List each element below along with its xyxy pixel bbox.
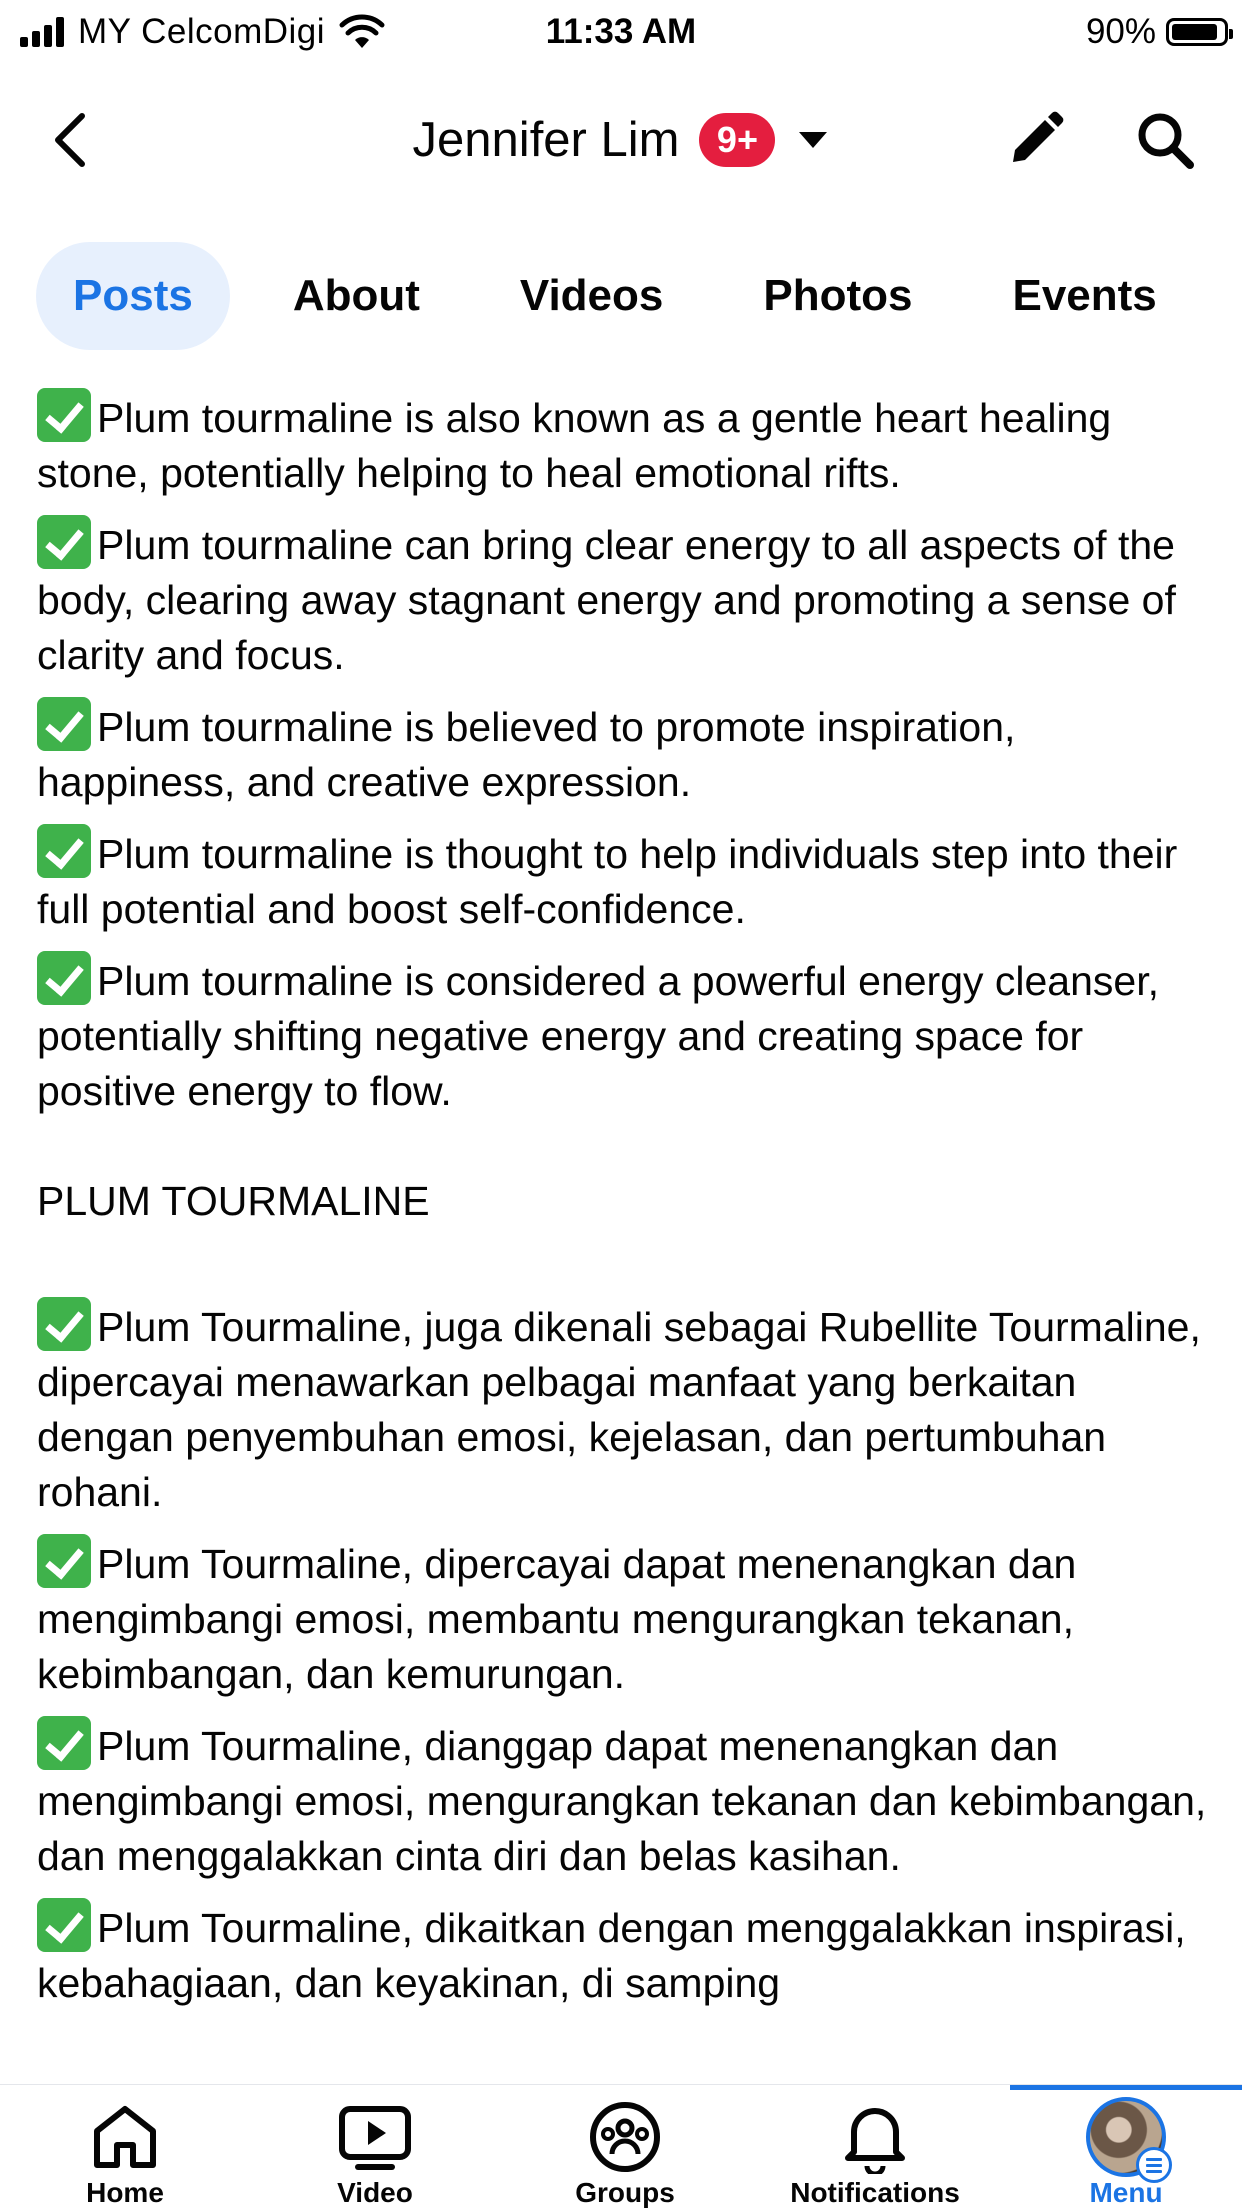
check-mark-icon — [37, 824, 91, 878]
post-text — [37, 388, 1217, 2083]
battery-icon — [1166, 18, 1228, 46]
tab-events[interactable]: Events — [1012, 271, 1157, 320]
nav-video-label: Video — [337, 2177, 413, 2208]
bell-icon — [835, 2097, 915, 2177]
home-icon — [85, 2097, 165, 2177]
pencil-icon — [1005, 110, 1065, 170]
check-mark-icon — [37, 388, 91, 442]
notification-badge: 9+ — [699, 113, 775, 167]
nav-notifications[interactable] — [765, 2085, 985, 2209]
bottom-nav — [0, 2084, 1242, 2209]
list-item: Plum tourmaline is believed to promote inspiration, happiness, and creative expression. — [37, 697, 1217, 810]
status-time: 11:33 AM — [545, 12, 697, 51]
nav-notifications-label: Notifications — [790, 2177, 960, 2208]
check-mark-icon — [37, 515, 91, 569]
check-mark-icon — [37, 1716, 91, 1770]
list-item: Plum Tourmaline, juga dikenali sebagai Rubellite Tourmaline, dipercayai menawarkan pelbagai manfaat yang berkaitan dengan penyembuhan emosi, kejelasan, dan pertumbuhan rohani. — [37, 1297, 1217, 1520]
status-bar — [0, 0, 1242, 62]
tab-photos[interactable]: Photos — [763, 271, 913, 320]
nav-menu[interactable] — [1016, 2085, 1236, 2209]
search-button[interactable] — [1125, 100, 1205, 180]
nav-home-label: Home — [86, 2177, 164, 2208]
list-item: Plum Tourmaline, dikaitkan dengan menggalakkan inspirasi, kebahagiaan, dan keyakinan, di samping — [37, 1898, 1217, 2011]
edit-button[interactable] — [995, 100, 1075, 180]
list-item: Plum tourmaline is considered a powerful energy cleanser, potentially shifting negative energy and creating space for positive energy to flow. — [37, 951, 1217, 1119]
avatar — [1086, 2097, 1166, 2177]
check-mark-icon — [37, 697, 91, 751]
list-item: Plum tourmaline can bring clear energy to all aspects of the body, clearing away stagnant energy and promoting a sense of clarity and focus. — [37, 515, 1217, 683]
nav-home[interactable] — [15, 2085, 235, 2209]
groups-icon — [585, 2097, 665, 2177]
check-mark-icon — [37, 1534, 91, 1588]
nav-menu-label: Menu — [1089, 2177, 1163, 2208]
caret-down-icon — [797, 130, 829, 150]
check-mark-icon — [37, 1898, 91, 1952]
profile-tabs — [36, 242, 1220, 350]
list-item: Plum tourmaline is also known as a gentle heart healing stone, potentially helping to heal emotional rifts. — [37, 388, 1217, 501]
profile-header — [0, 70, 1242, 210]
list-item: Plum Tourmaline, dipercayai dapat menenangkan dan mengimbangi emosi, membantu mengurangkan tekanan, kebimbangan, dan kemurungan. — [37, 1534, 1217, 1702]
search-icon — [1134, 109, 1196, 171]
carrier-name: MY CelcomDigi — [78, 12, 326, 51]
list-item: Plum tourmaline is thought to help individuals step into their full potential and boost self-confidence. — [37, 824, 1217, 937]
section-heading: PLUM TOURMALINE — [37, 1178, 430, 1224]
tab-posts[interactable]: Posts — [36, 242, 230, 350]
nav-groups-label: Groups — [575, 2177, 675, 2208]
tab-videos[interactable]: Videos — [519, 271, 664, 320]
battery-percent: 90% — [1085, 12, 1156, 51]
nav-groups[interactable] — [515, 2085, 735, 2209]
tab-about[interactable]: About — [292, 271, 420, 320]
video-icon — [335, 2097, 415, 2177]
list-item: Plum Tourmaline, dianggap dapat menenangkan dan mengimbangi emosi, mengurangkan tekanan dan kebimbangan, dan menggalakkan cinta diri dan belas kasihan. — [37, 1716, 1217, 1884]
battery-fill — [1172, 24, 1217, 40]
avatar-menu-wrap — [1086, 2097, 1166, 2177]
check-mark-icon — [37, 1297, 91, 1351]
page-title: Jennifer Lim — [412, 113, 680, 167]
nav-video[interactable] — [265, 2085, 485, 2209]
check-mark-icon — [37, 951, 91, 1005]
